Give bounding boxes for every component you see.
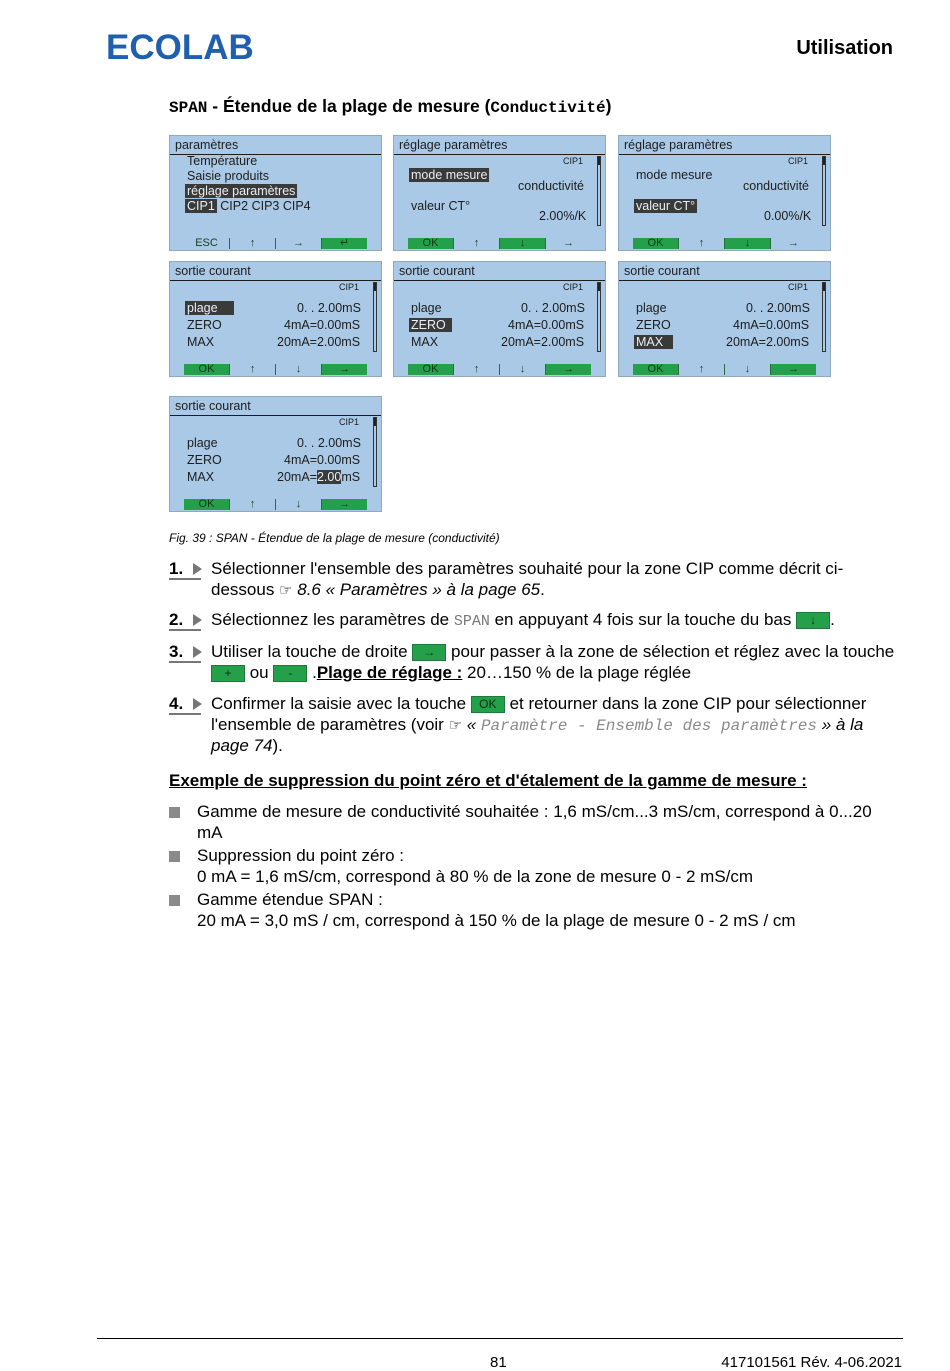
mode-mesure-value: conductivité xyxy=(518,179,585,193)
lcd-screen-reglage-1: réglage paramètres CIP1 mode mesure conductivité valeur CT° 2.00%/K OK ↑ ↓ → xyxy=(393,135,606,251)
valeur-ct-value: 2.00%/K xyxy=(539,209,587,223)
softkey-bar: OK ↑ ↓ → xyxy=(633,364,816,375)
link-parametres[interactable]: 8.6 « Paramètres » à la page 65 xyxy=(297,579,541,599)
bullet-suppression: Suppression du point zéro : 0 mA = 1,6 mS/cm, correspond à 80 % de la zone de mesure 0 - 2 mS/cm xyxy=(169,846,889,890)
document-reference: 417101561 Rév. 4-06.2021 xyxy=(721,1354,902,1371)
footer-divider xyxy=(97,1338,903,1339)
cip-selector: CIP1 CIP2 CIP3 CIP4 xyxy=(187,199,311,213)
example-heading: Exemple de suppression du point zéro et d'étalement de la gamme de mesure : xyxy=(169,771,807,790)
lcd-screen-sortie-plage: sortie courant CIP1 plage 0. . 2.00mS ZERO 4mA=0.00mS MAX 20mA=2.00mS OK ↑ ↓ → xyxy=(169,261,382,377)
scrollbar xyxy=(373,282,377,352)
scrollbar xyxy=(822,282,826,352)
bullet-gamme: Gamme de mesure de conductivité souhaitée : 1,6 mS/cm...3 mS/cm, correspond à 0...20 mA xyxy=(169,802,889,846)
scrollbar xyxy=(822,156,826,226)
valeur-ct-label: valeur CT° xyxy=(636,199,696,213)
step-2: 2. Sélectionnez les paramètres de SPAN en appuyant 4 fois sur la touche du bas ↓ . xyxy=(169,610,835,630)
scrollbar xyxy=(373,417,377,487)
valeur-ct-value: 0.00%/K xyxy=(764,209,812,223)
softkey-bar: OK ↑ ↓ → xyxy=(633,238,816,249)
screen-title: paramètres xyxy=(175,138,239,152)
menu-item-reglage-parametres: réglage paramètres xyxy=(187,184,296,198)
step-4: 4. Confirmer la saisie avec la touche OK et retourner dans la zone CIP pour sélectionner l'ensemble de paramètres (voir ☞ « Paramètre - Ensemble des paramètres » à la page 74). xyxy=(169,694,867,755)
mode-mesure-label: mode mesure xyxy=(411,168,488,182)
down-key-icon: ↓ xyxy=(796,612,830,629)
menu-item-saisie-produits: Saisie produits xyxy=(187,169,269,183)
softkey-bar: OK ↑ ↓ → xyxy=(184,364,367,375)
step-3: 3. Utiliser la touche de droite → pour passer à la zone de sélection et réglez avec la touche + ou - .Plage de réglage : 20…150 % de la plage réglée xyxy=(169,642,895,682)
lcd-screen-parameters xyxy=(169,135,382,251)
step-1: 1. Sélectionner l'ensemble des paramètres souhaité pour la zone CIP comme décrit ci-dessous ☞ 8.6 « Paramètres » à la page 65. xyxy=(169,559,844,599)
max-value-selected: 2.00 xyxy=(316,470,342,484)
page-number: 81 xyxy=(490,1354,507,1371)
minus-key-icon: - xyxy=(273,665,307,682)
link-parametre-ensemble[interactable]: Paramètre - Ensemble des paramètres xyxy=(480,716,817,735)
lcd-screen-sortie-max-edit: sortie courant CIP1 plage 0. . 2.00mS ZERO 4mA=0.00mS MAX 20mA=2.00mS OK ↑ ↓ → xyxy=(169,396,382,512)
plus-key-icon: + xyxy=(211,665,245,682)
esc-key: ESC xyxy=(195,237,218,249)
menu-item-temperature: Température xyxy=(187,154,258,168)
enter-key: ↵ xyxy=(321,238,367,249)
ecolab-logo: ECOLAB xyxy=(106,28,254,67)
softkey-bar: OK ↑ ↓ → xyxy=(184,499,367,510)
section-title: Utilisation xyxy=(796,37,893,59)
scrollbar xyxy=(597,156,601,226)
figure-caption: Fig. 39 : SPAN - Étendue de la plage de mesure (conductivité) xyxy=(169,531,500,545)
up-key: ↑ xyxy=(229,238,275,249)
scrollbar xyxy=(597,282,601,352)
mode-mesure-value: conductivité xyxy=(743,179,810,193)
right-key-icon: → xyxy=(412,644,446,661)
valeur-ct-label: valeur CT° xyxy=(411,199,471,213)
bullet-span: Gamme étendue SPAN : 20 mA = 3,0 mS / cm, correspond à 150 % de la plage de mesure 0 - 2 mS / cm xyxy=(169,890,889,934)
reference-icon: ☞ xyxy=(279,581,293,599)
softkey-bar: OK ↑ ↓ → xyxy=(408,364,591,375)
mode-mesure-label: mode mesure xyxy=(636,168,713,182)
lcd-screen-sortie-max: sortie courant CIP1 plage 0. . 2.00mS ZERO 4mA=0.00mS MAX 20mA=2.00mS OK ↑ ↓ → xyxy=(618,261,831,377)
reference-icon: ☞ xyxy=(448,716,463,734)
page-heading: SPAN - Étendue de la plage de mesure (Conductivité) xyxy=(169,96,612,117)
softkey-bar xyxy=(184,238,367,249)
lcd-screen-reglage-2: réglage paramètres CIP1 mode mesure conductivité valeur CT° 0.00%/K OK ↑ ↓ → xyxy=(618,135,831,251)
ok-key-icon: OK xyxy=(471,696,505,713)
softkey-bar: OK ↑ ↓ → xyxy=(408,238,591,249)
right-key: → xyxy=(275,238,321,249)
lcd-screen-sortie-zero: sortie courant CIP1 plage 0. . 2.00mS ZERO 4mA=0.00mS MAX 20mA=2.00mS OK ↑ ↓ → xyxy=(393,261,606,377)
